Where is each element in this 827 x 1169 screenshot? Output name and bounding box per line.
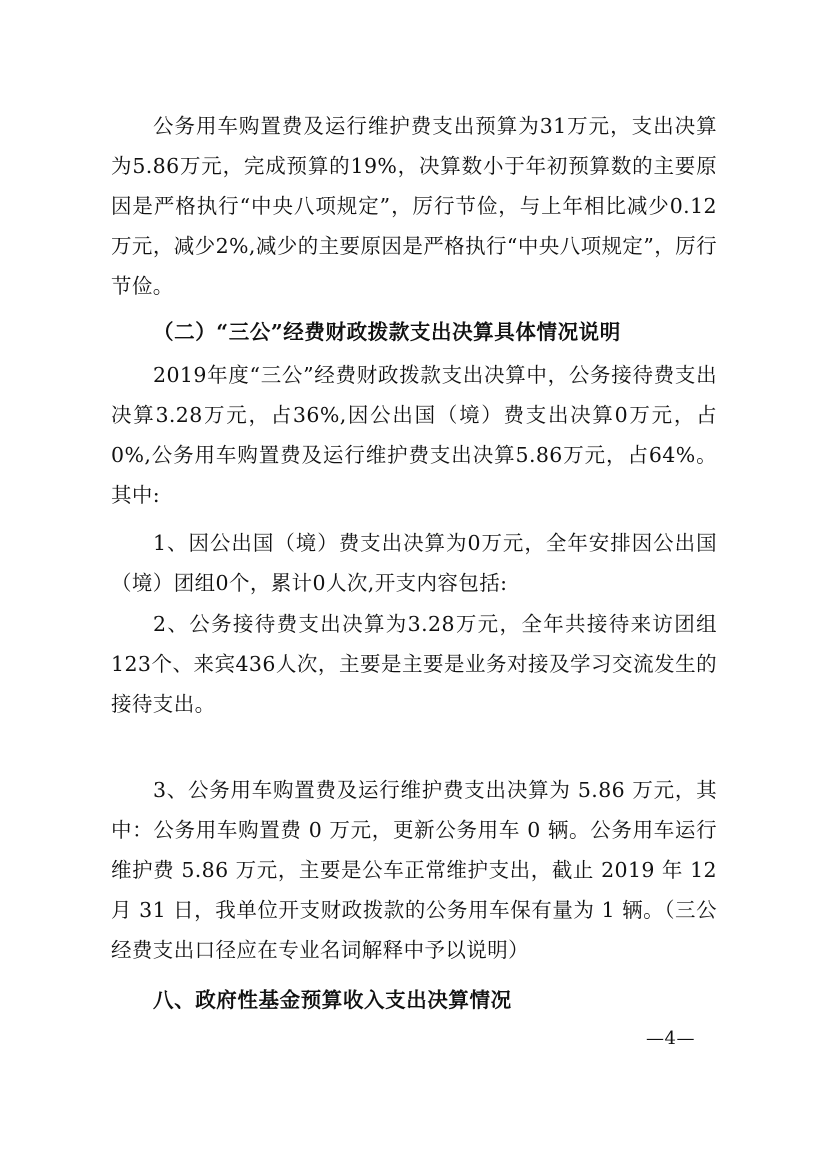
page-number: —4— xyxy=(646,1028,695,1049)
paragraph-three-public-summary: 2019年度“三公”经费财政拨款支出决算中，公务接待费支出决算3.28万元，占36%,因公出国（境）费支出决算0万元，占0%,公务用车购置费及运行维护费支出决算5.86万元，占64%。其中: xyxy=(111,363,717,507)
paragraph-overseas-travel: 1、因公出国（境）费支出决算为0万元，全年安排因公出国（境）团组0个，累计0人次,开支内容包括: xyxy=(111,531,717,595)
section-heading-three-public-expenses: （二）“三公”经费财政拨款支出决算具体情况说明 xyxy=(153,320,621,344)
section-heading-government-fund: 八、政府性基金预算收入支出决算情况 xyxy=(153,988,512,1012)
paragraph-official-reception: 2、公务接待费支出决算为3.28万元，全年共接待来访团组123个、来宾436人次，主要是主要是业务对接及学习交流发生的接待支出。 xyxy=(111,612,717,716)
paragraph-vehicle-budget: 公务用车购置费及运行维护费支出预算为31万元，支出决算为5.86万元，完成预算的19%，决算数小于年初预算数的主要原因是严格执行“中央八项规定”，厉行节俭，与上年相比减少0.12万元，减少2%,减少的主要原因是严格执行“中央八项规定”，厉行节俭。 xyxy=(111,114,717,298)
paragraph-official-vehicles: 3、公务用车购置费及运行维护费支出决算为 5.86 万元，其中：公务用车购置费 0 万元，更新公务用车 0 辆。公务用车运行维护费 5.86 万元，主要是公车正常维护支出，截止 2019 年 12 月 31 日，我单位开支财政拨款的公务用车保有量为 1 辆。（三公经费支出口径应在专业名词解释中予以说明） xyxy=(111,778,717,962)
